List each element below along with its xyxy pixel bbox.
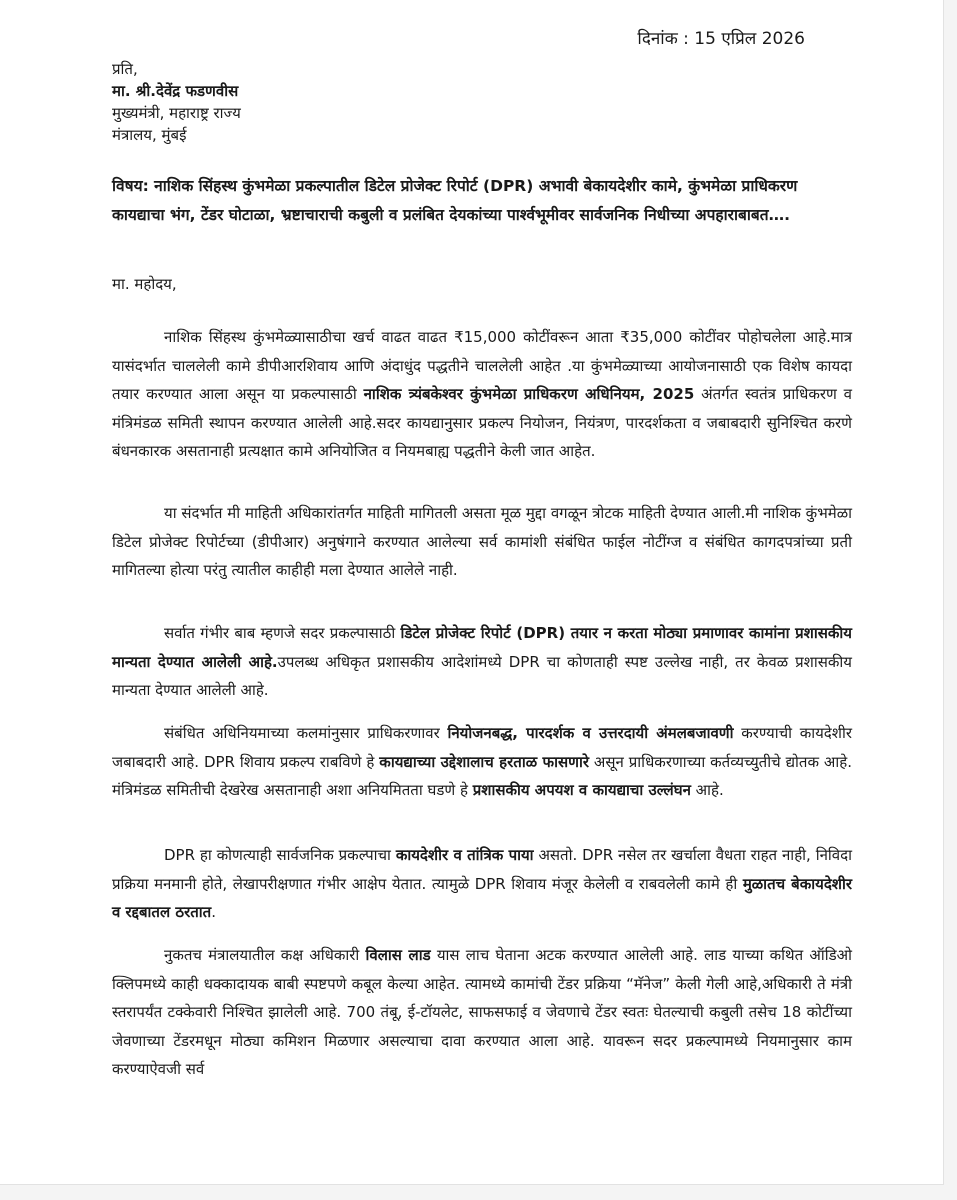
paragraph-text: आहे. — [690, 781, 724, 799]
paragraph-text: करण्याची कायदेशीर जबाबदारी आहे. DPR शिवाय प्रकल्प राबविणे हे — [112, 724, 852, 771]
paragraph-text: असून प्राधिकरणाच्या कर्तव्यच्युतीचे द्योतक आहे. मंत्रिमंडळ समितीची देखरेख असतानाही अशा अनियमितता घडणे हे — [112, 752, 852, 799]
recipient-address — [112, 58, 241, 146]
paragraph-text: या संदर्भात मी माहिती अधिकारांतर्गत माहिती मागितली असता मूळ मुद्दा वगळून त्रोटक माहिती देण्यात आली.मी नाशिक कुंभमेळा डिटेल प्रोजेक्ट रिपोर्टच्या (डीपीआर) अनुषंगाने करण्यात आलेल्या सर्व कामांशी संबंधित फाईल नोटींग्ज व संबंधित कागदपत्रांच्या प्रती मागितल्या होत्या परंतु त्यातील काहीही मला देण्यात आलेले नाही. — [112, 504, 852, 579]
paragraph-1 — [112, 323, 852, 466]
paragraph-bold-text: विलास लाड — [365, 946, 431, 964]
paragraph-text: . — [211, 903, 216, 921]
recipient-designation: मुख्यमंत्री, महाराष्ट्र राज्य — [112, 104, 241, 122]
paragraph-3 — [112, 619, 852, 705]
paragraph-text: यास लाच घेताना अटक करण्यात आलेली आहे. लाड याच्या कथित ऑडिओ क्लिपमध्ये काही धक्कादायक बाबी स्पष्टपणे कबूल केल्या आहेत. त्यामध्ये कामांची टेंडर प्रक्रिया “मॅनेज” केली गेली आहे,अधिकारी ते मंत्री स्तरापर्यंत टक्केवारी निश्चित झालेली आहे. 700 तंबू, ई-टॉयलेट, साफसफाई व जेवणाचे टेंडर स्वतः घेतल्याची कबुली तसेच 18 कोटींच्या जेवणाच्या टेंडरमधून मोठ्या कमिशन मिळणार असल्याचा दावा करण्यात आला आहे. यावरून सदर प्रकल्पामध्ये नियमानुसार काम करण्याऐवजी सर्व — [112, 946, 852, 1078]
paragraph-bold-text: मुळातच बेकायदेशीर व रद्दबातल ठरतात — [112, 874, 852, 921]
address-to: प्रति, — [112, 60, 138, 78]
paragraph-2 — [112, 499, 852, 585]
paragraph-text: DPR हा कोणत्याही सार्वजनिक प्रकल्पाचा — [164, 846, 396, 864]
paragraph-bold-text: कायदेशीर व तांत्रिक पाया — [395, 846, 534, 864]
paragraph-bold-text: नियोजनबद्ध, पारदर्शक व उत्तरदायी अंमलबजावणी — [447, 724, 734, 742]
letter-subject: विषय: नाशिक सिंहस्थ कुंभमेळा प्रकल्पातील डिटेल प्रोजेक्ट रिपोर्ट (DPR) अभावी बेकायदेशीर कामे, कुंभमेळा प्राधिकरण कायद्याचा भंग, टेंडर घोटाळा, भ्रष्टाचाराची कबुली व प्रलंबित देयकांच्या पार्श्वभूमीवर सार्वजनिक निधीच्या अपहाराबाबत…. — [112, 177, 798, 224]
paragraph-bold-text: नाशिक त्र्यंबकेश्वर कुंभमेळा प्राधिकरण अधिनियम, 2025 — [363, 385, 695, 403]
paragraph-text: नाशिक सिंहस्थ कुंभमेळ्यासाठीचा खर्च वाढत वाढत ₹15,000 कोटींवरून आता ₹35,000 कोटींवर पोहोचलेला आहे.मात्र यासंदर्भात चाललेली कामे डीपीआरशिवाय आणि अंदाधुंद पद्धतीने चाललेली आहेत .या कुंभमेळ्याच्या आयोजनासाठी एक विशेष कायदा तयार करण्यात आला असून या प्रकल्पासाठी — [112, 328, 852, 403]
recipient-office: मंत्रालय, मुंबई — [112, 126, 187, 144]
paragraph-text: उपलब्ध अधिकृत प्रशासकीय आदेशांमध्ये DPR चा कोणताही स्पष्ट उल्लेख नाही, तर केवळ प्रशासकीय मान्यता देण्यात आलेली आहे. — [112, 652, 852, 699]
paragraph-5 — [112, 841, 852, 927]
salutation: मा. महोदय, — [112, 275, 177, 293]
paragraph-bold-text: डिटेल प्रोजेक्ट रिपोर्ट (DPR) तयार न करता मोठ्या प्रमाणावर कामांना प्रशासकीय मान्यता देण्यात आलेली आहे. — [112, 624, 852, 671]
paragraph-6 — [112, 941, 852, 1084]
paragraph-text: सर्वात गंभीर बाब म्हणजे सदर प्रकल्पासाठी — [164, 624, 401, 642]
paragraph-4 — [112, 719, 852, 805]
paragraph-text: संबंधित अधिनियमाच्या कलमांनुसार प्राधिकरणावर — [164, 724, 448, 742]
paragraph-bold-text: प्रशासकीय अपयश व कायद्याचा उल्लंघन — [472, 781, 691, 799]
letter-date: दिनांक : 15 एप्रिल 2026 — [637, 29, 805, 49]
paragraph-text: अंतर्गत स्वतंत्र प्राधिकरण व मंत्रिमंडळ समिती स्थापन करण्यात आलेली आहे.सदर कायद्यानुसार प्रकल्प नियोजन, नियंत्रण, पारदर्शकता व जबाबदारी सुनिश्चित करणे बंधनकारक असतानाही प्रत्यक्षात कामे अनियोजित व नियमबाह्य पद्धतीने केली जात आहेत. — [112, 385, 852, 460]
paragraph-text: असतो. DPR नसेल तर खर्चाला वैधता राहत नाही, निविदा प्रक्रिया मनमानी होते, लेखापरीक्षणात गंभीर आक्षेप येतात. त्यामुळे DPR शिवाय मंजूर केलेली व राबवलेली कामे ही — [112, 846, 852, 893]
paragraph-bold-text: कायद्याच्या उद्देशालाच हरताळ फासणारे — [379, 752, 589, 771]
paragraph-text: नुकतच मंत्रालयातील कक्ष अधिकारी — [164, 946, 366, 964]
recipient-name: मा. श्री.देवेंद्र फडणवीस — [112, 82, 239, 100]
